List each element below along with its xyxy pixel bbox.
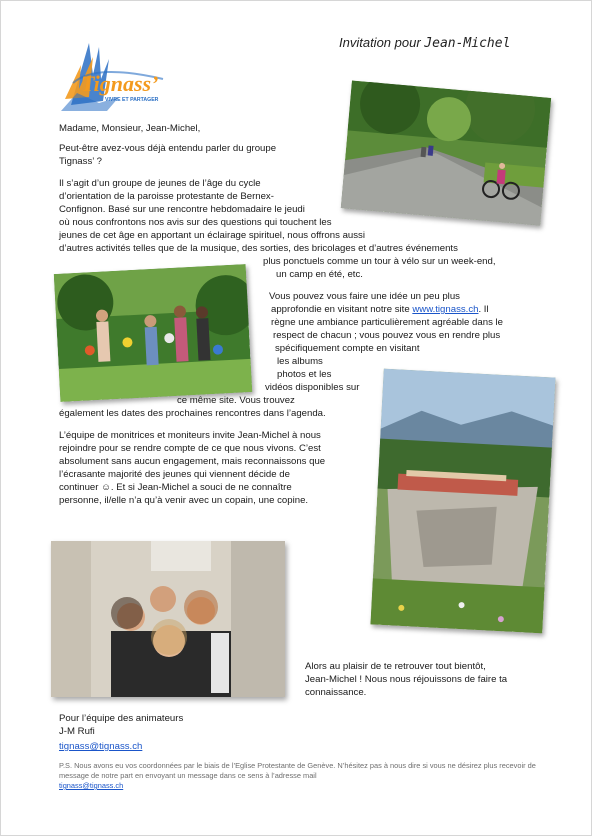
photo-group xyxy=(51,541,285,697)
site-link[interactable]: www.tignass.ch xyxy=(412,304,479,315)
para1-line-3: Confignon. Basé sur une rencontre hebdomadaire le jeudi xyxy=(59,204,305,215)
svg-text:VIVRE ET PARTAGER: VIVRE ET PARTAGER xyxy=(105,97,159,103)
closing-line-2: Jean-Michel ! Nous nous réjouissons de faire ta xyxy=(305,674,508,685)
invitation-title xyxy=(339,35,510,51)
para1-line-5: jeunes de cet âge en apportant un éclairage spirituel, nous offrons aussi xyxy=(59,230,365,241)
para2-line-10: également les dates des prochaines rencontres dans l’agenda. xyxy=(59,408,326,419)
postscript-email-link[interactable]: tignass@tignass.ch xyxy=(59,781,124,790)
para2-line-2-text: approfondie en visitant notre site xyxy=(271,304,413,315)
invitation-prefix: Invitation pour xyxy=(339,35,421,50)
closing-line-3: connaissance. xyxy=(305,687,367,698)
para1-line-8: un camp en été, etc. xyxy=(276,269,363,280)
signature-email-link[interactable]: tignass@tignass.ch xyxy=(59,741,143,752)
para2-line-1: Vous pouvez vous faire une idée un peu plus xyxy=(269,291,460,302)
para3-line-6: personne, il/elle n’a qu’à venir avec un copain, une copine. xyxy=(59,495,309,506)
intro-line-2: Tignass’ ? xyxy=(59,156,103,167)
para2-line-4: respect de chacun ; vous pouvez vous en rendre plus xyxy=(273,330,501,341)
para3-line-2: rejoindre pour se rendre compte de ce que nous vivons. C’est xyxy=(59,443,321,454)
para3-line-1: L’équipe de monitrices et moniteurs invite Jean-Michel à nous xyxy=(59,430,321,441)
photo-balloons xyxy=(54,264,252,402)
para2-line-7: photos et les xyxy=(277,369,332,380)
postscript-text: P.S. Nous avons eu vos coordonnées par le biais de l’Eglise Protestante de Genève. N’hésitez pas à nous dire si vous ne désirez plus recevoir de message de notre part en envoyant un message dans ce sens à l’adresse mail xyxy=(59,761,536,780)
photo-mountain xyxy=(370,369,555,634)
para3-line-4: l’écrasante majorité des jeunes qui viennent décide de xyxy=(59,469,290,480)
para1-line-1: Il s’agit d’un groupe de jeunes de l’âge du cycle xyxy=(59,178,261,189)
intro-line-1: Peut-être avez-vous déjà entendu parler du groupe xyxy=(59,143,277,154)
svg-text:Tignass’: Tignass’ xyxy=(81,71,159,96)
para2-line-9: ce même site. Vous trouvez xyxy=(177,395,295,406)
para2-line-8: vidéos disponibles sur xyxy=(265,382,360,393)
invitee-name: Jean-Michel xyxy=(424,36,511,51)
para2-line-6: les albums xyxy=(277,356,323,367)
signature-email xyxy=(59,741,142,754)
para2-line-5: spécifiquement compte en visitant xyxy=(275,343,420,354)
para1-line-7: plus ponctuels comme un tour à vélo sur un week-end, xyxy=(263,256,496,267)
signature-team: Pour l’équipe des animateurs xyxy=(59,713,184,724)
signature-name: J-M Rufi xyxy=(59,726,95,737)
para1-line-4: où nous confrontons nos avis sur des questions qui touchent les xyxy=(59,217,332,228)
closing-line-1: Alors au plaisir de te retrouver tout bientôt, xyxy=(305,661,486,672)
para1-line-2: d’orientation de la paroisse protestante de Bernex- xyxy=(59,191,274,202)
para1-line-6: d’autres activités telles que de la musique, des sorties, des bricolages et d’autres événements xyxy=(59,243,458,254)
photo-cycling xyxy=(341,81,551,226)
greeting: Madame, Monsieur, Jean-Michel, xyxy=(59,123,201,134)
postscript xyxy=(59,761,539,791)
para2-line-2-end: . Il xyxy=(478,304,489,315)
tignass-logo xyxy=(59,39,171,113)
para3-line-3: absolument sans aucun engagement, mais reconnaissons que xyxy=(59,456,326,467)
para3-line-5: continuer ☺. Et si Jean-Michel a souci de ne connaître xyxy=(59,482,292,493)
para2-line-2 xyxy=(271,304,489,317)
para2-line-3: règne une ambiance particulièrement agréable dans le xyxy=(271,317,503,328)
